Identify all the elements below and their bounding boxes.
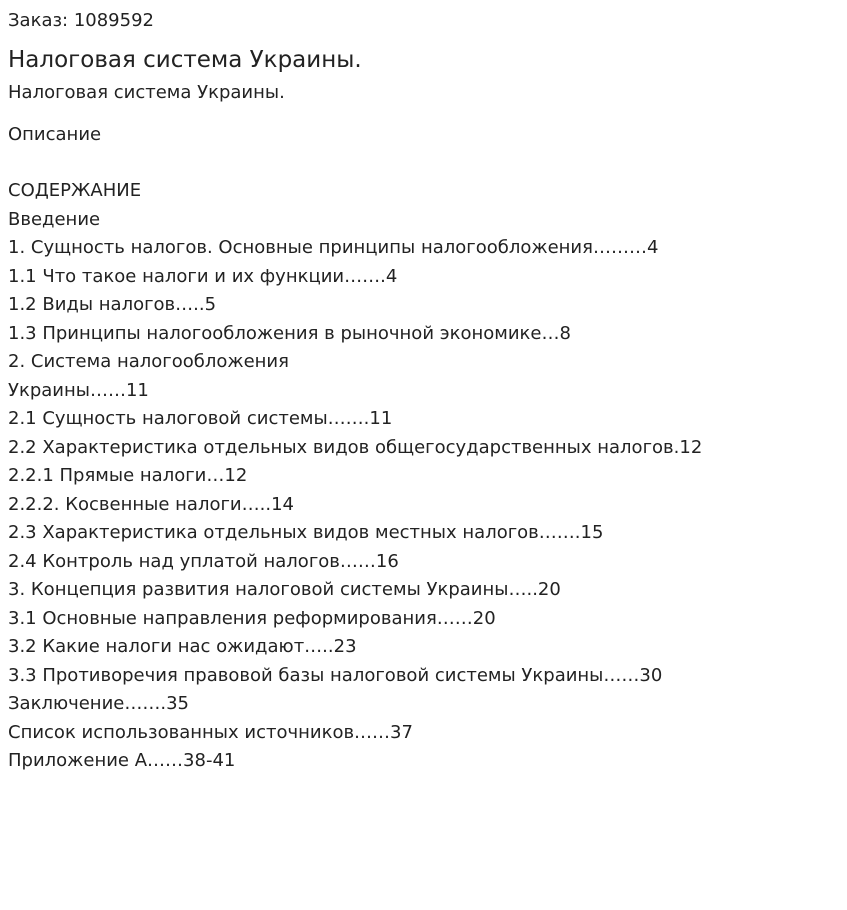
toc-item: 2. Система налогообложения — [8, 351, 289, 372]
toc-item: Украины……11 — [8, 379, 149, 401]
table-of-contents — [8, 206, 839, 776]
toc-item: 3. Концепция развития налоговой системы Украины…..20 — [8, 579, 561, 600]
toc-item: 1.2 Виды налогов…..5 — [8, 294, 217, 315]
toc-item: 1. Сущность налогов. Основные принципы налогообложения………4 — [8, 237, 659, 258]
page-title: Налоговая система Украины. — [8, 47, 362, 73]
toc-item: Приложение А……38-41 — [8, 750, 236, 771]
toc-item: 2.2.1 Прямые налоги…12 — [8, 465, 248, 486]
toc-item: 3.1 Основные направления реформирования……20 — [8, 607, 496, 629]
page-subtitle: Налоговая система Украины. — [8, 82, 285, 103]
toc-item: 3.2 Какие налоги нас ожидают…..23 — [8, 636, 357, 657]
description-label: Описание — [8, 124, 102, 145]
toc-item: 2.4 Контроль над уплатой налогов……16 — [8, 550, 399, 572]
toc-heading: СОДЕРЖАНИЕ — [8, 180, 142, 201]
toc-item: 1.1 Что такое налоги и их функции…….4 — [8, 265, 398, 287]
order-number: Заказ: 1089592 — [8, 10, 154, 31]
toc-item: 2.3 Характеристика отдельных видов местных налогов…….15 — [8, 522, 604, 543]
toc-item: Введение — [8, 208, 101, 230]
toc-item: 2.2.2. Косвенные налоги…..14 — [8, 493, 294, 515]
toc-item: Заключение…….35 — [8, 693, 189, 714]
toc-item: 1.3 Принципы налогообложения в рыночной экономике…8 — [8, 322, 571, 344]
toc-item: Список использованных источников……37 — [8, 721, 413, 743]
toc-item: 2.1 Сущность налоговой системы…….11 — [8, 408, 393, 429]
toc-item: 3.3 Противоречия правовой базы налоговой системы Украины……30 — [8, 664, 663, 686]
toc-item: 2.2 Характеристика отдельных видов общегосударственных налогов.12 — [8, 436, 703, 458]
